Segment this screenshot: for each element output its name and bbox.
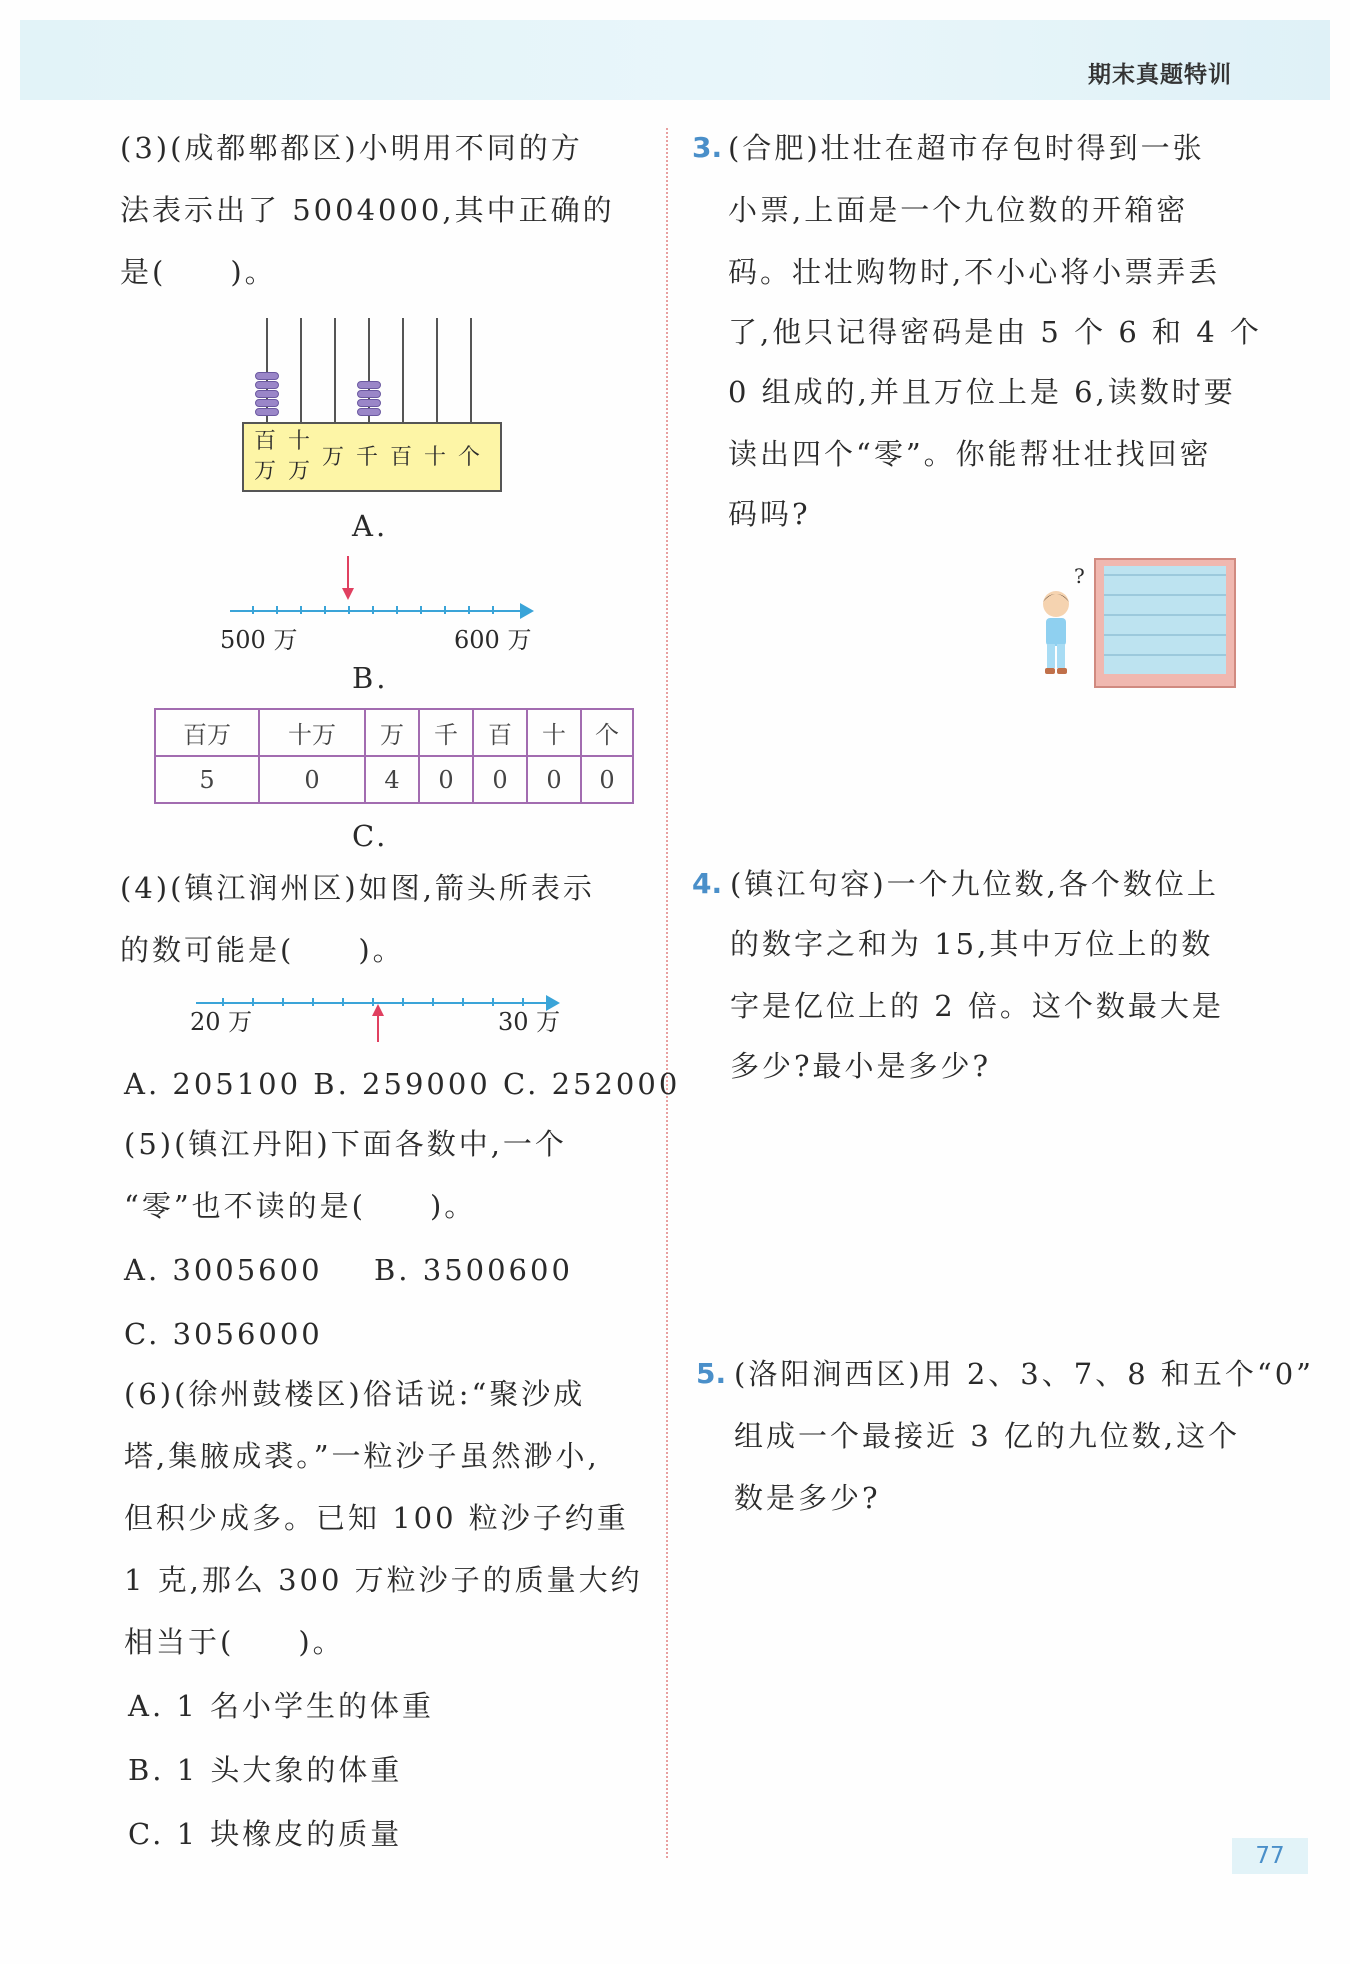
left-q6-option-b: B. 1 头大象的体重 [128, 1753, 403, 1787]
left-q6-option-c: C. 1 块橡皮的质量 [128, 1817, 403, 1851]
abacus-bead [255, 381, 279, 389]
abacus-label: 百 [390, 445, 413, 470]
abacus-bead [255, 390, 279, 398]
left-q5-line-2: “零”也不读的是( )。 [124, 1189, 477, 1223]
abacus-bead [255, 408, 279, 416]
page-number: 77 [1232, 1838, 1308, 1874]
table-cell: 5 [155, 756, 259, 803]
right-q3-line-4: 了,他只记得密码是由 5 个 6 和 4 个 [728, 315, 1262, 349]
option-b-caption: B. [352, 661, 389, 695]
right-q4-number: 4. [692, 867, 723, 900]
number-line-q4-left: 20 万 [190, 1008, 253, 1036]
table-cell: 0 [259, 756, 365, 803]
right-q4-line-1: (镇江句容)一个九位数,各个数位上 [730, 867, 1219, 901]
number-line-b-left: 500 万 [220, 626, 298, 654]
question-mark: ? [1074, 564, 1085, 588]
option-c-caption: C. [352, 819, 389, 853]
header-title: 期末真题特训 [1088, 62, 1232, 88]
boy-illustration-icon [1036, 588, 1076, 678]
right-q4-line-4: 多少?最小是多少? [730, 1049, 992, 1083]
table-cell: 0 [473, 756, 527, 803]
left-q4-line-2: 的数可能是( )。 [120, 933, 405, 967]
abacus-bead [255, 372, 279, 380]
number-line-tick [420, 606, 422, 614]
right-q3-line-2: 小票,上面是一个九位数的开箱密 [728, 193, 1189, 227]
number-line-tick [252, 998, 254, 1006]
number-line-tick [300, 606, 302, 614]
table-header-cell: 十 [527, 709, 581, 756]
abacus-bead [255, 399, 279, 407]
abacus-label: 个 [458, 445, 481, 470]
number-line-tick [396, 606, 398, 614]
arrow-right-icon [520, 603, 534, 619]
right-q5-line-3: 数是多少? [734, 1481, 881, 1515]
abacus-label: 十 [424, 445, 447, 470]
table-cell: 0 [419, 756, 473, 803]
number-line-tick [276, 606, 278, 614]
abacus-rod [470, 318, 472, 424]
number-line-tick [324, 606, 326, 614]
abacus-bead [357, 399, 381, 407]
left-q6-line-4: 1 克,那么 300 万粒沙子的质量大约 [124, 1563, 643, 1597]
abacus-label: 万 [254, 459, 277, 484]
column-divider [666, 128, 668, 1858]
abacus-bead [357, 408, 381, 416]
table-header-cell: 千 [419, 709, 473, 756]
right-q3-number: 3. [692, 131, 723, 164]
right-q5-number: 5. [696, 1357, 727, 1390]
number-line-tick [372, 606, 374, 614]
abacus-label: 十 [288, 429, 311, 454]
left-q6-line-3: 但积少成多。已知 100 粒沙子约重 [124, 1501, 629, 1535]
locker-illustration [1094, 558, 1236, 688]
place-value-table [154, 708, 634, 804]
right-q3-line-7: 码吗? [728, 497, 811, 531]
table-cell: 0 [581, 756, 633, 803]
abacus-rod [436, 318, 438, 424]
number-line-tick [348, 606, 350, 614]
left-q6-line-1: (6)(徐州鼓楼区)俗话说:“聚沙成 [124, 1377, 586, 1411]
table-header-cell: 个 [581, 709, 633, 756]
abacus-rod [334, 318, 336, 424]
table-header-cell: 十万 [259, 709, 365, 756]
number-line-tick [282, 998, 284, 1006]
left-q3-line-1: (3)(成都郫都区)小明用不同的方 [120, 131, 583, 165]
right-q4-line-2: 的数字之和为 15,其中万位上的数 [730, 927, 1214, 961]
right-q5-line-1: (洛阳涧西区)用 2、3、7、8 和五个“0” [734, 1357, 1314, 1391]
number-line-q4-right: 30 万 [498, 1008, 561, 1036]
left-q6-line-5: 相当于( )。 [124, 1625, 345, 1659]
number-line-tick [462, 998, 464, 1006]
left-q5-option-a: A. 3005600 [124, 1253, 323, 1287]
option-a-caption: A. [352, 509, 389, 543]
abacus-label: 万 [322, 445, 345, 470]
table-cell: 0 [527, 756, 581, 803]
table-row [155, 756, 633, 803]
number-line-tick [468, 606, 470, 614]
left-q4-line-1: (4)(镇江润州区)如图,箭头所表示 [120, 871, 595, 905]
table-cell: 4 [365, 756, 419, 803]
right-q3-line-3: 码。壮壮购物时,不小心将小票弄丢 [728, 255, 1221, 289]
abacus-bead [357, 381, 381, 389]
arrow-up-icon [368, 1004, 388, 1044]
left-q5-option-b: B. 3500600 [374, 1253, 573, 1287]
table-header-cell: 百 [473, 709, 527, 756]
number-line-b-right: 600 万 [454, 626, 532, 654]
abacus-label: 万 [288, 459, 311, 484]
table-header-cell: 万 [365, 709, 419, 756]
number-line-tick [492, 998, 494, 1006]
number-line-tick [444, 606, 446, 614]
abacus-rod [402, 318, 404, 424]
arrow-down-icon [338, 556, 358, 602]
table-header-cell: 百万 [155, 709, 259, 756]
number-line-b [230, 610, 526, 612]
number-line-tick [432, 998, 434, 1006]
number-line-tick [312, 998, 314, 1006]
abacus-label-box [242, 422, 502, 492]
locker-grid [1104, 566, 1226, 674]
number-line-tick [492, 606, 494, 614]
left-q3-line-3: 是( )。 [120, 255, 277, 289]
abacus-label: 百 [254, 429, 277, 454]
number-line-tick [252, 606, 254, 614]
abacus-rod [300, 318, 302, 424]
left-q5-line-1: (5)(镇江丹阳)下面各数中,一个 [124, 1127, 567, 1161]
right-q3-line-6: 读出四个“零”。你能帮壮壮找回密 [728, 437, 1212, 471]
left-q6-line-2: 塔,集腋成裘。”一粒沙子虽然渺小, [124, 1439, 600, 1473]
table-row [155, 709, 633, 756]
left-q3-line-2: 法表示出了 5004000,其中正确的 [120, 193, 615, 227]
right-q5-line-2: 组成一个最接近 3 亿的九位数,这个 [734, 1419, 1241, 1453]
right-q3-line-1: (合肥)壮壮在超市存包时得到一张 [728, 131, 1205, 165]
number-line-tick [342, 998, 344, 1006]
left-q4-options: A. 205100 B. 259000 C. 252000 [124, 1067, 681, 1101]
number-line-tick [402, 998, 404, 1006]
right-q4-line-3: 字是亿位上的 2 倍。这个数最大是 [730, 989, 1224, 1023]
abacus-bead [357, 390, 381, 398]
abacus-label: 千 [356, 445, 379, 470]
left-q5-option-c: C. 3056000 [124, 1317, 323, 1351]
left-q6-option-a: A. 1 名小学生的体重 [128, 1689, 435, 1723]
right-q3-line-5: 0 组成的,并且万位上是 6,读数时要 [728, 375, 1236, 409]
